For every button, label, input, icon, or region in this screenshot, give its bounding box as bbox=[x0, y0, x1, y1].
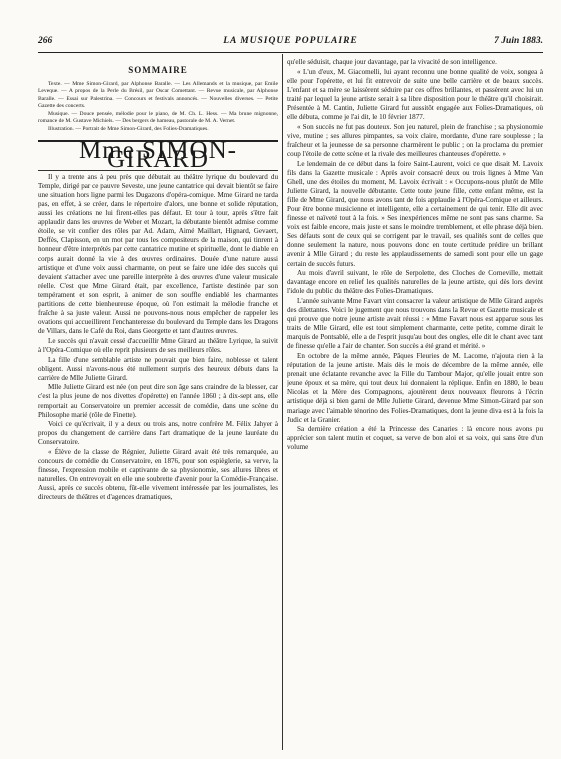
article-paragraph: L'année suivante Mme Favart vint consacrer la valeur artistique de Mlle Girard auprès des dilettantes. Voici le jugement que nous trouvons dans la Revue et Gazette musicale et qui prouve que notre jeune artiste avait réussi : « Mme Favart nous est apparue sous les traits de Mlle Girard, elle est tout simplement charmante, cette petite, comme dirait le marquis de Pontsablé, elle a de l'esprit jusqu'au bout des ongles, elle dit le chant avec tant de finesse qu'elle a l'air de chanter. Son succès a été grand et mérité. » bbox=[287, 296, 543, 351]
article-paragraph: « Élève de la classe de Régnier, Juliette Girard avait été très remarquée, au concours de comédie du Conservatoire, en 1876, pour son espièglerie, sa verve, la finesse, l'expression mobile et captivante de sa physionomie, ses allures libres et naturelles. On entrevoyait en elle une soubrette d'avenir pour la Comédie-Française. Aussi, après ce succès obtenu, fût-elle vivement intéressée par les journalistes, les directeurs de théâtres et d'agences dramatiques, bbox=[38, 448, 278, 502]
article-paragraph: qu'elle séduisit, chaque jour davantage, par la vivacité de son intelligence. bbox=[287, 58, 497, 66]
article-paragraph: « Son succès ne fut pas douteux. Son jeu naturel, plein de franchise ; sa physionomie vive, mutine ; ses allures pimpantes, sa voix claire, mordante, d'une rare souplesse ; la fraîcheur et la jeunesse de sa personne charmèrent le public ; on la proclama du premier coup l'étoile de cette scène et la rivale des meilleures chanteuses d'opérette. » bbox=[287, 122, 543, 158]
article-paragraph: Sa dernière création a été la Princesse des Canaries : là encore nous avons pu apprécier son talent mutin et coquet, sa verve de bon aloi et sa voix, qui sans être d'un volume bbox=[287, 425, 543, 452]
journal-title: LA MUSIQUE POPULAIRE bbox=[223, 36, 358, 46]
summary-item: Musique. — Douce pensée, mélodie pour le piano, de M. Ch. L. Hess. — Ma brune mignonne, romance de M. Gustave Michiels. — Des bergers de hameau, pastorale de M. A. Vernet. bbox=[38, 110, 278, 125]
summary-title: SOMMAIRE bbox=[128, 65, 188, 75]
article-paragraph: Le lendemain de ce début dans la foire Saint-Laurent, voici ce que disait M. Lavoix fils dans la Gazette musicale : Après avoir consacré deux ou trois lignes à Mme Van Ghell, une des étoiles du moment, M. Lavoix écrivait : « Occupons-nous plutôt de Mlle Juliette Girard, la nouvelle débutante. Cette toute jeune fille, cette enfant même, est la fille de Mme Girard, que nous avons tant de fois applaudie à l'Opéra-Comique et ailleurs. Pour être bonne musicienne et intelligente, elle a certainement de qui tenir. Elle dit avec finesse et naïveté tout à la fois. » Ses inexpériences même ne sont pas sans charme. Sa voix est faible encore, mais juste et sans le moindre tremblement, et elle phrase déjà bien. Ses défauts sont de ceux qui se corrigent par le travail, ses qualités sont de celles que donne seulement la nature, nous pouvons donc en toute certitude prédire un brillant avenir à Mlle Girard ; du reste les applaudissements de samedi sont pour elle un gage certain de succès futurs. bbox=[287, 159, 543, 268]
issue-date: 7 Juin 1883. bbox=[494, 36, 543, 46]
article-paragraph: Voici ce qu'écrivait, il y a deux ou trois ans, notre confrère M. Félix Jahyer à propos du changement de carrière dans l'art dramatique de la jeune lauréate du Conservatoire. bbox=[38, 420, 278, 447]
article-paragraph: « L'un d'eux, M. Giacomelli, lui ayant reconnu une bonne qualité de voix, songea à elle pour l'opérette, et lui fit entrevoir de suite une belle carrière et de beaux succès. L'enfant et sa mère se laissèrent séduire par ces offres brillantes, et passèrent avec lui un traité par lequel la jeune artiste serait à sa libre disposition pour le théâtre qu'il choisirait. Présentée à M. Cantin, Juliette Girard fut aussitôt engagée aux Folies-Dramatiques, où elle débuta, comme je l'ai dit, le 10 février 1877. bbox=[287, 67, 543, 122]
summary-list bbox=[38, 81, 278, 133]
article-paragraph: La fille d'une semblable artiste ne pouvait que bien faire, noblesse et talent obligent. Aussi n'avons-nous été nullement surpris des heureux débuts dans la carrière de Mlle Juliette Girard. bbox=[38, 355, 278, 382]
header-rule bbox=[38, 52, 543, 53]
article-paragraph: Le succès qui n'avait cessé d'accueillir Mme Girard au théâtre Lyrique, la suivit à l'Opéra-Comique où elle reprit plusieurs de ses meilleurs rôles. bbox=[38, 336, 278, 354]
article-paragraph: Au mois d'avril suivant, le rôle de Serpolette, des Cloches de Corneville, mettait davantage encore en relief les qualités naturelles de la jeune artiste, qui dès lors devint l'idole du public du théâtre des Folies-Dramatiques. bbox=[287, 269, 543, 296]
running-header bbox=[38, 36, 543, 50]
page-number: 266 bbox=[38, 36, 53, 46]
article-paragraph: En octobre de la même année, Pâques Fleuries de M. Lacome, n'ajouta rien à la réputation de la jeune artiste. Mais dès le mois de décembre de la même année, elle prenait une éclatante revanche avec la Fille du Tambour Major, qu'elle jouait entre son jeune époux et sa mère, qui tout deux lui donnaient la réplique. Enfin en 1880, le beau Nicolas et la Mère des Compagnons, ajoutèrent deux nouveaux fleurons à l'écrin artistique déjà si bien garni de Mlle Juliette Girard, devenue Mme Simon-Girard par son mariage avec l'aimable ténorino des Folies-Dramatiques, dont la jeune diva est à la fois la Judic et la Granier. bbox=[287, 352, 543, 424]
summary-item: Texte. — Mme Simon-Girard, par Alphonse Baralle. — Les Allemands et la musique, par Emile Leveque. — A propos de la Perle du Brésil, par Oscar Comettant. — Revue musicale, par Alphonse Baralle. — Essai sur Palestrina. — Concours et festivals annoncés. — Nouvelles diverses. — Petite Gazette des concerts. bbox=[38, 81, 278, 109]
article-paragraph: Il y a trente ans à peu près que débutait au théâtre lyrique du boulevard du Temple, dirigé par ce pauvre Seveste, une jeune cantatrice qui devait bientôt se faire une situation hors ligne parmi les Dugazons d'opéra-comique. Mme Girard ne tarda pas, en effet, à se créer, dans le répertoire d'alors, une bonne et solide réputation, aussi les créations ne lui firent-elles pas défaut. Et tour à tour, après s'être fait applaudir dans les œuvres de Weber et Mozart, la débutante bientôt admise comme étoile, se vit confier des rôles par Ad. Adam, Aimé Maillart, Hignard, Gevaert, Deffès, Clapisson, en un mot par tous les compositeurs de la maison, qui tinrent à honneur d'être interprétés par cette cantatrice mutine et spirituelle, dont le diable en corps aurait donné la vie à des œuvres ordinaires. Douée d'une nature aussi artistique et d'une voix aussi charmante, on peut se faire une idée des succès qui devaient s'attacher avec une pareille interprète à des œuvres d'une valeur musicale réelle. C'est que Mme Girard était, par excellence, l'artiste destinée par son tempérament et son esprit, à animer de son souffle endiablé les charmantes partitions de cette bienheureuse époque, où l'on estimait la mélodie franche et fraîche à sa juste valeur. Aussi ne pouvons-nous nous empêcher de rappeler les ovations qui accueillirent l'enchanteresse du boulevard du Temple dans les Dragons de Villars, dans le Café du Roi, dans Georgette et tant d'autres œuvres. bbox=[38, 172, 278, 336]
column-divider bbox=[282, 54, 283, 750]
article-paragraph: Mlle Juliette Girard est née (on peut dire son âge sans craindre de la blesser, car c'est la plus jeune de nos divettes d'opérette) en l'année 1860 ; à dix-sept ans, elle remportait au Conservatoire un premier accessit de comédie, dans une scène du Philosophe marié (rôle de Finette). bbox=[38, 383, 278, 419]
right-column bbox=[287, 58, 543, 750]
article-title: Mme SIMON-GIRARD bbox=[79, 136, 237, 173]
summary-item: Illustration. — Portrait de Mme Simon-Girard, des Folies-Dramatiques. bbox=[48, 126, 209, 133]
left-column bbox=[38, 60, 278, 750]
